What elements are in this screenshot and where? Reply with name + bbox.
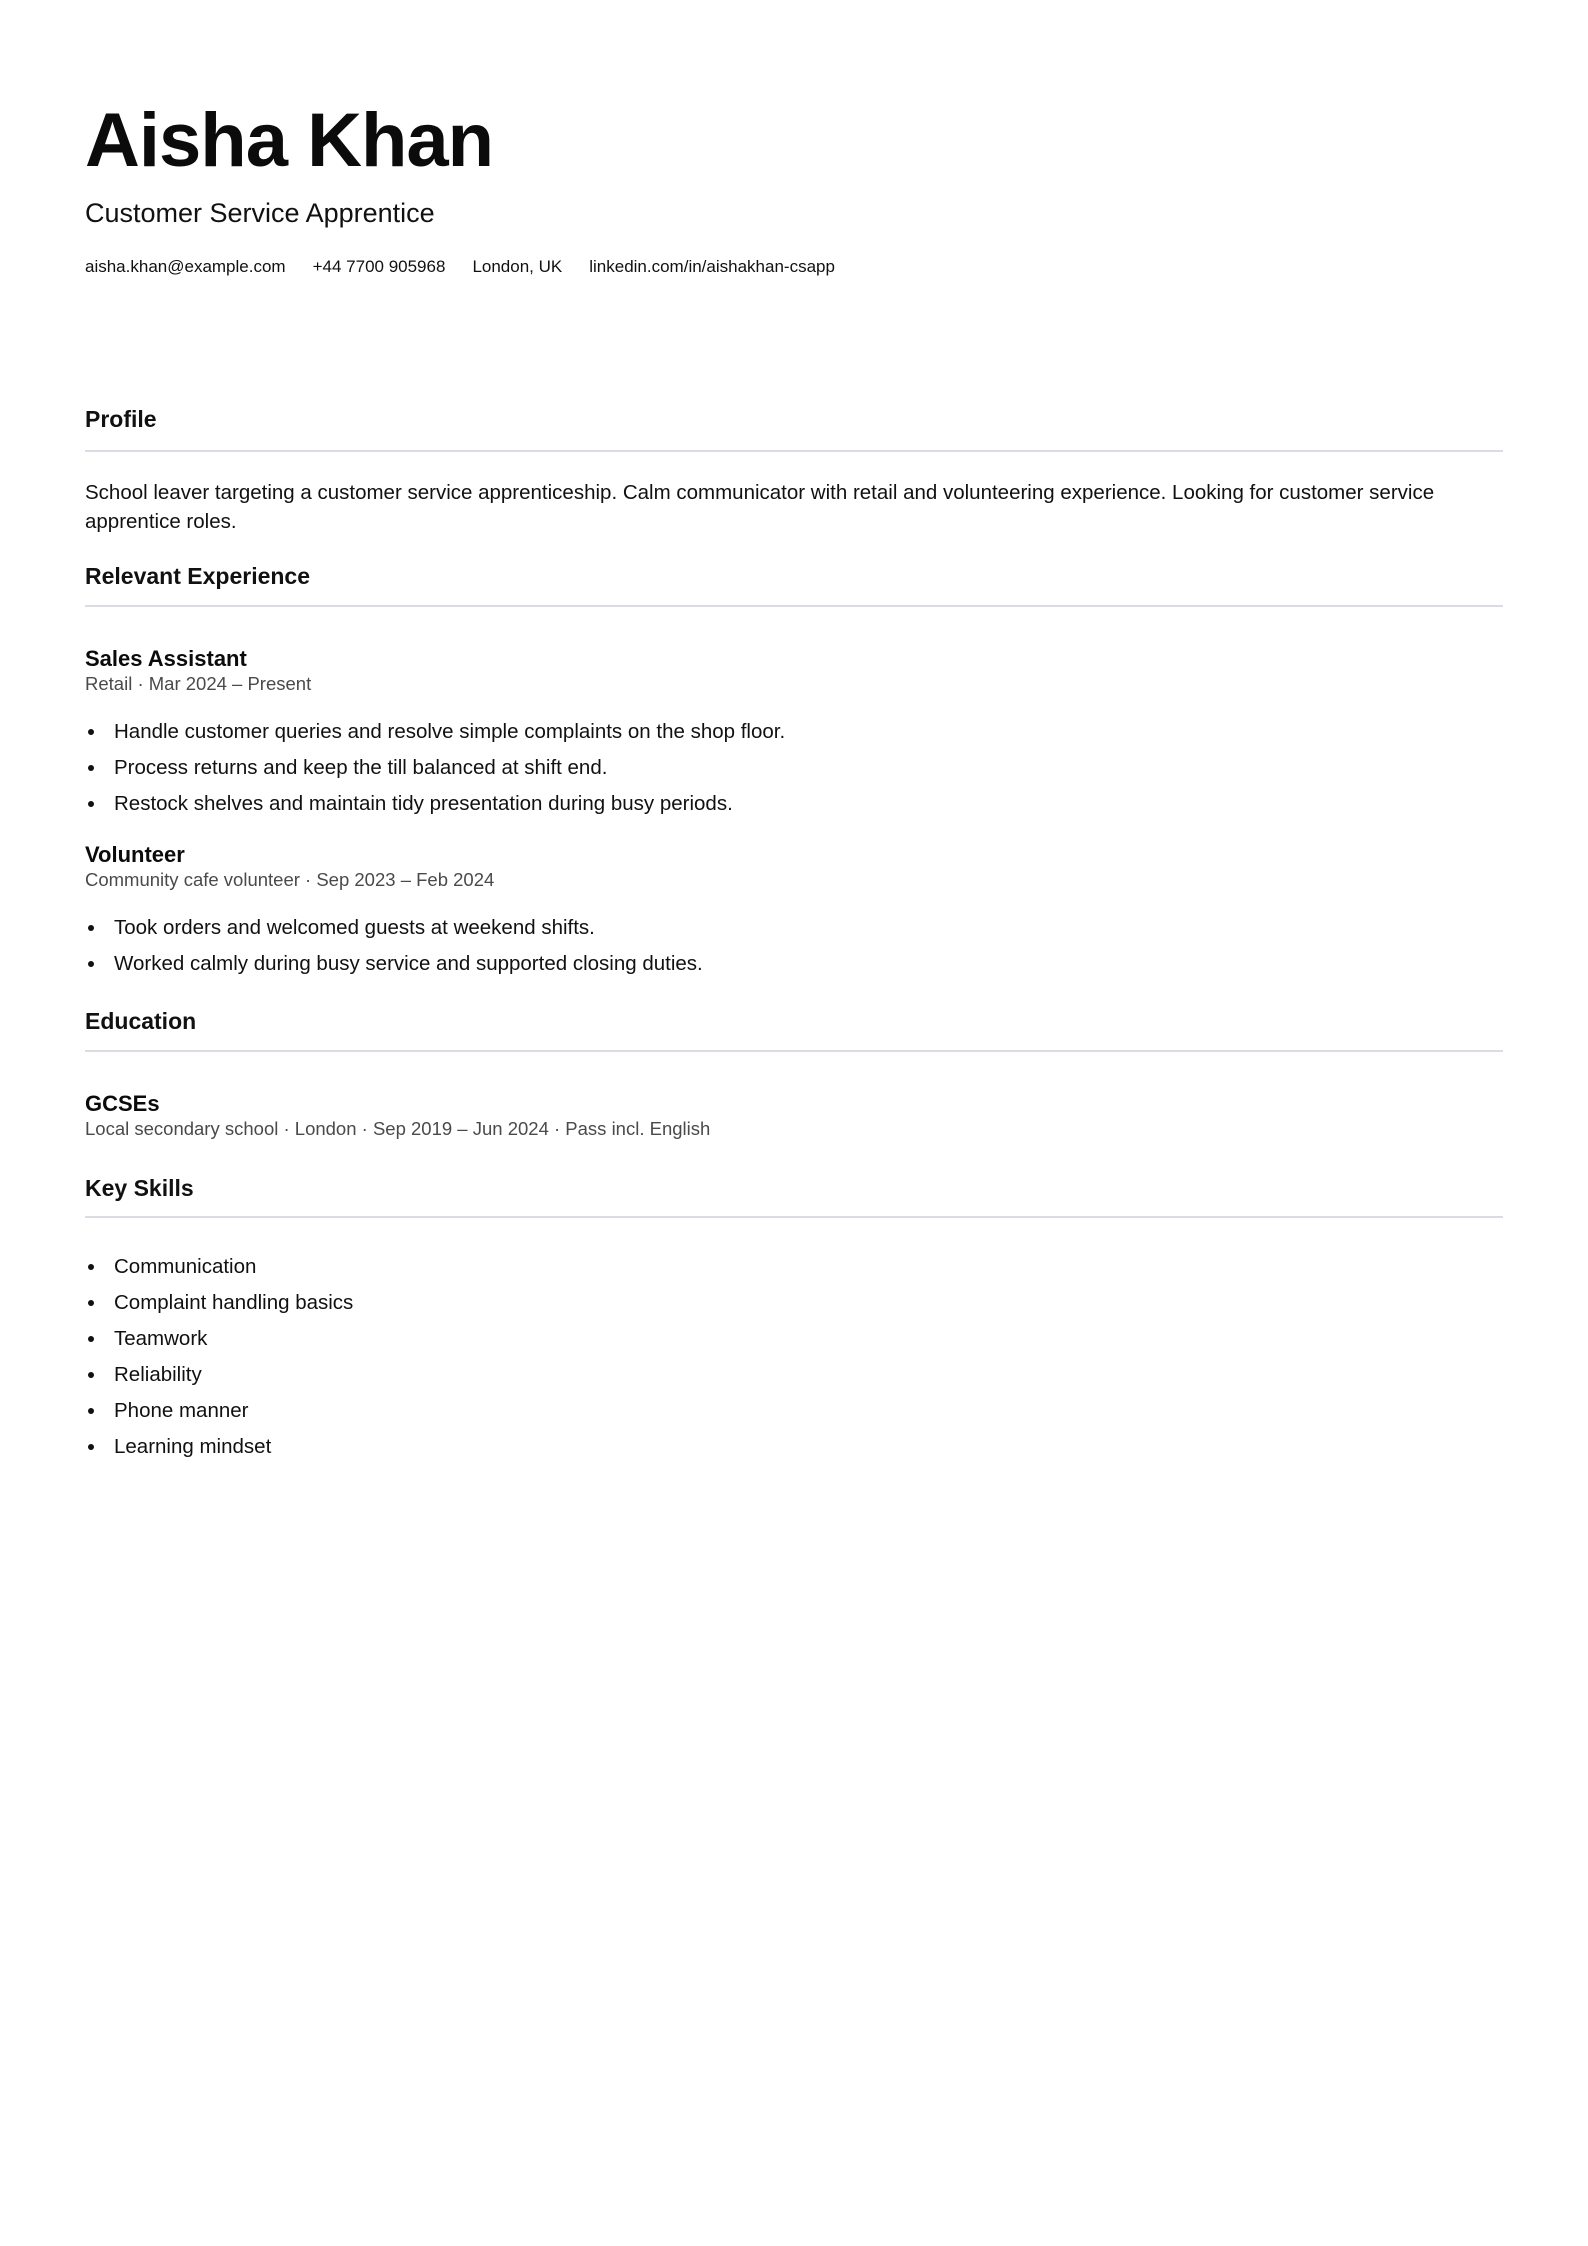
section-divider	[85, 1216, 1503, 1218]
skill-text: Learning mindset	[114, 1435, 272, 1458]
candidate-name: Aisha Khan	[85, 98, 494, 183]
list-item	[85, 1321, 353, 1357]
bullet-icon	[88, 765, 94, 771]
list-item	[85, 1249, 353, 1285]
skill-text: Teamwork	[114, 1327, 208, 1350]
bullet-icon	[88, 1372, 94, 1378]
skill-text: Complaint handling basics	[114, 1291, 354, 1314]
bullet-icon	[88, 961, 94, 967]
profile-summary: School leaver targeting a customer service apprenticeship. Calm communicator with retail and volunteering experience. Looking for customer service apprentice roles.	[85, 481, 1435, 533]
section-title-experience: Relevant Experience	[85, 563, 311, 589]
section-divider	[85, 450, 1503, 452]
education-meta: Local secondary school · London · Sep 2019 – Jun 2024 · Pass incl. English	[85, 1118, 711, 1139]
section-divider	[85, 605, 1503, 607]
list-item	[85, 1429, 353, 1465]
education-title: GCSEs	[85, 1091, 160, 1116]
bullet-icon	[88, 1300, 94, 1306]
bullet-text: Took orders and welcomed guests at weekend shifts.	[114, 916, 595, 939]
list-item	[85, 714, 785, 750]
list-item	[85, 1357, 353, 1393]
bullet-icon	[88, 1408, 94, 1414]
contact-phone: +44 7700 905968	[312, 257, 446, 276]
bullet-icon	[88, 1336, 94, 1342]
bullet-icon	[88, 1444, 94, 1450]
bullet-text: Handle customer queries and resolve simple complaints on the shop floor.	[114, 720, 786, 743]
section-title-education: Education	[85, 1008, 197, 1034]
contact-location: London, UK	[472, 257, 563, 276]
bullet-icon	[88, 729, 94, 735]
skill-text: Communication	[114, 1255, 257, 1278]
job-bullet-list	[85, 714, 785, 822]
job-meta: Community cafe volunteer · Sep 2023 – Feb 2024	[85, 869, 495, 890]
job-title: Sales Assistant	[85, 646, 247, 671]
bullet-icon	[88, 801, 94, 807]
contact-email: aisha.khan@example.com	[85, 257, 286, 276]
skill-text: Phone manner	[114, 1399, 249, 1422]
section-title-skills: Key Skills	[85, 1175, 194, 1201]
section-title-profile: Profile	[85, 406, 157, 432]
contact-linkedin: linkedin.com/in/aishakhan-csapp	[589, 257, 835, 276]
skills-list	[85, 1249, 353, 1465]
list-item	[85, 946, 703, 982]
skill-text: Reliability	[114, 1363, 202, 1386]
job-bullet-list	[85, 910, 703, 982]
bullet-icon	[88, 925, 94, 931]
list-item	[85, 910, 703, 946]
candidate-role: Customer Service Apprentice	[85, 198, 435, 228]
contact-line	[85, 256, 835, 278]
bullet-text: Restock shelves and maintain tidy presentation during busy periods.	[114, 792, 733, 815]
bullet-text: Worked calmly during busy service and supported closing duties.	[114, 952, 703, 975]
list-item	[85, 1393, 353, 1429]
list-item	[85, 1285, 353, 1321]
bullet-text: Process returns and keep the till balanced at shift end.	[114, 756, 608, 779]
bullet-icon	[88, 1264, 94, 1270]
list-item	[85, 786, 785, 822]
section-divider	[85, 1050, 1503, 1052]
list-item	[85, 750, 785, 786]
job-meta: Retail · Mar 2024 – Present	[85, 673, 312, 694]
job-title: Volunteer	[85, 842, 185, 867]
